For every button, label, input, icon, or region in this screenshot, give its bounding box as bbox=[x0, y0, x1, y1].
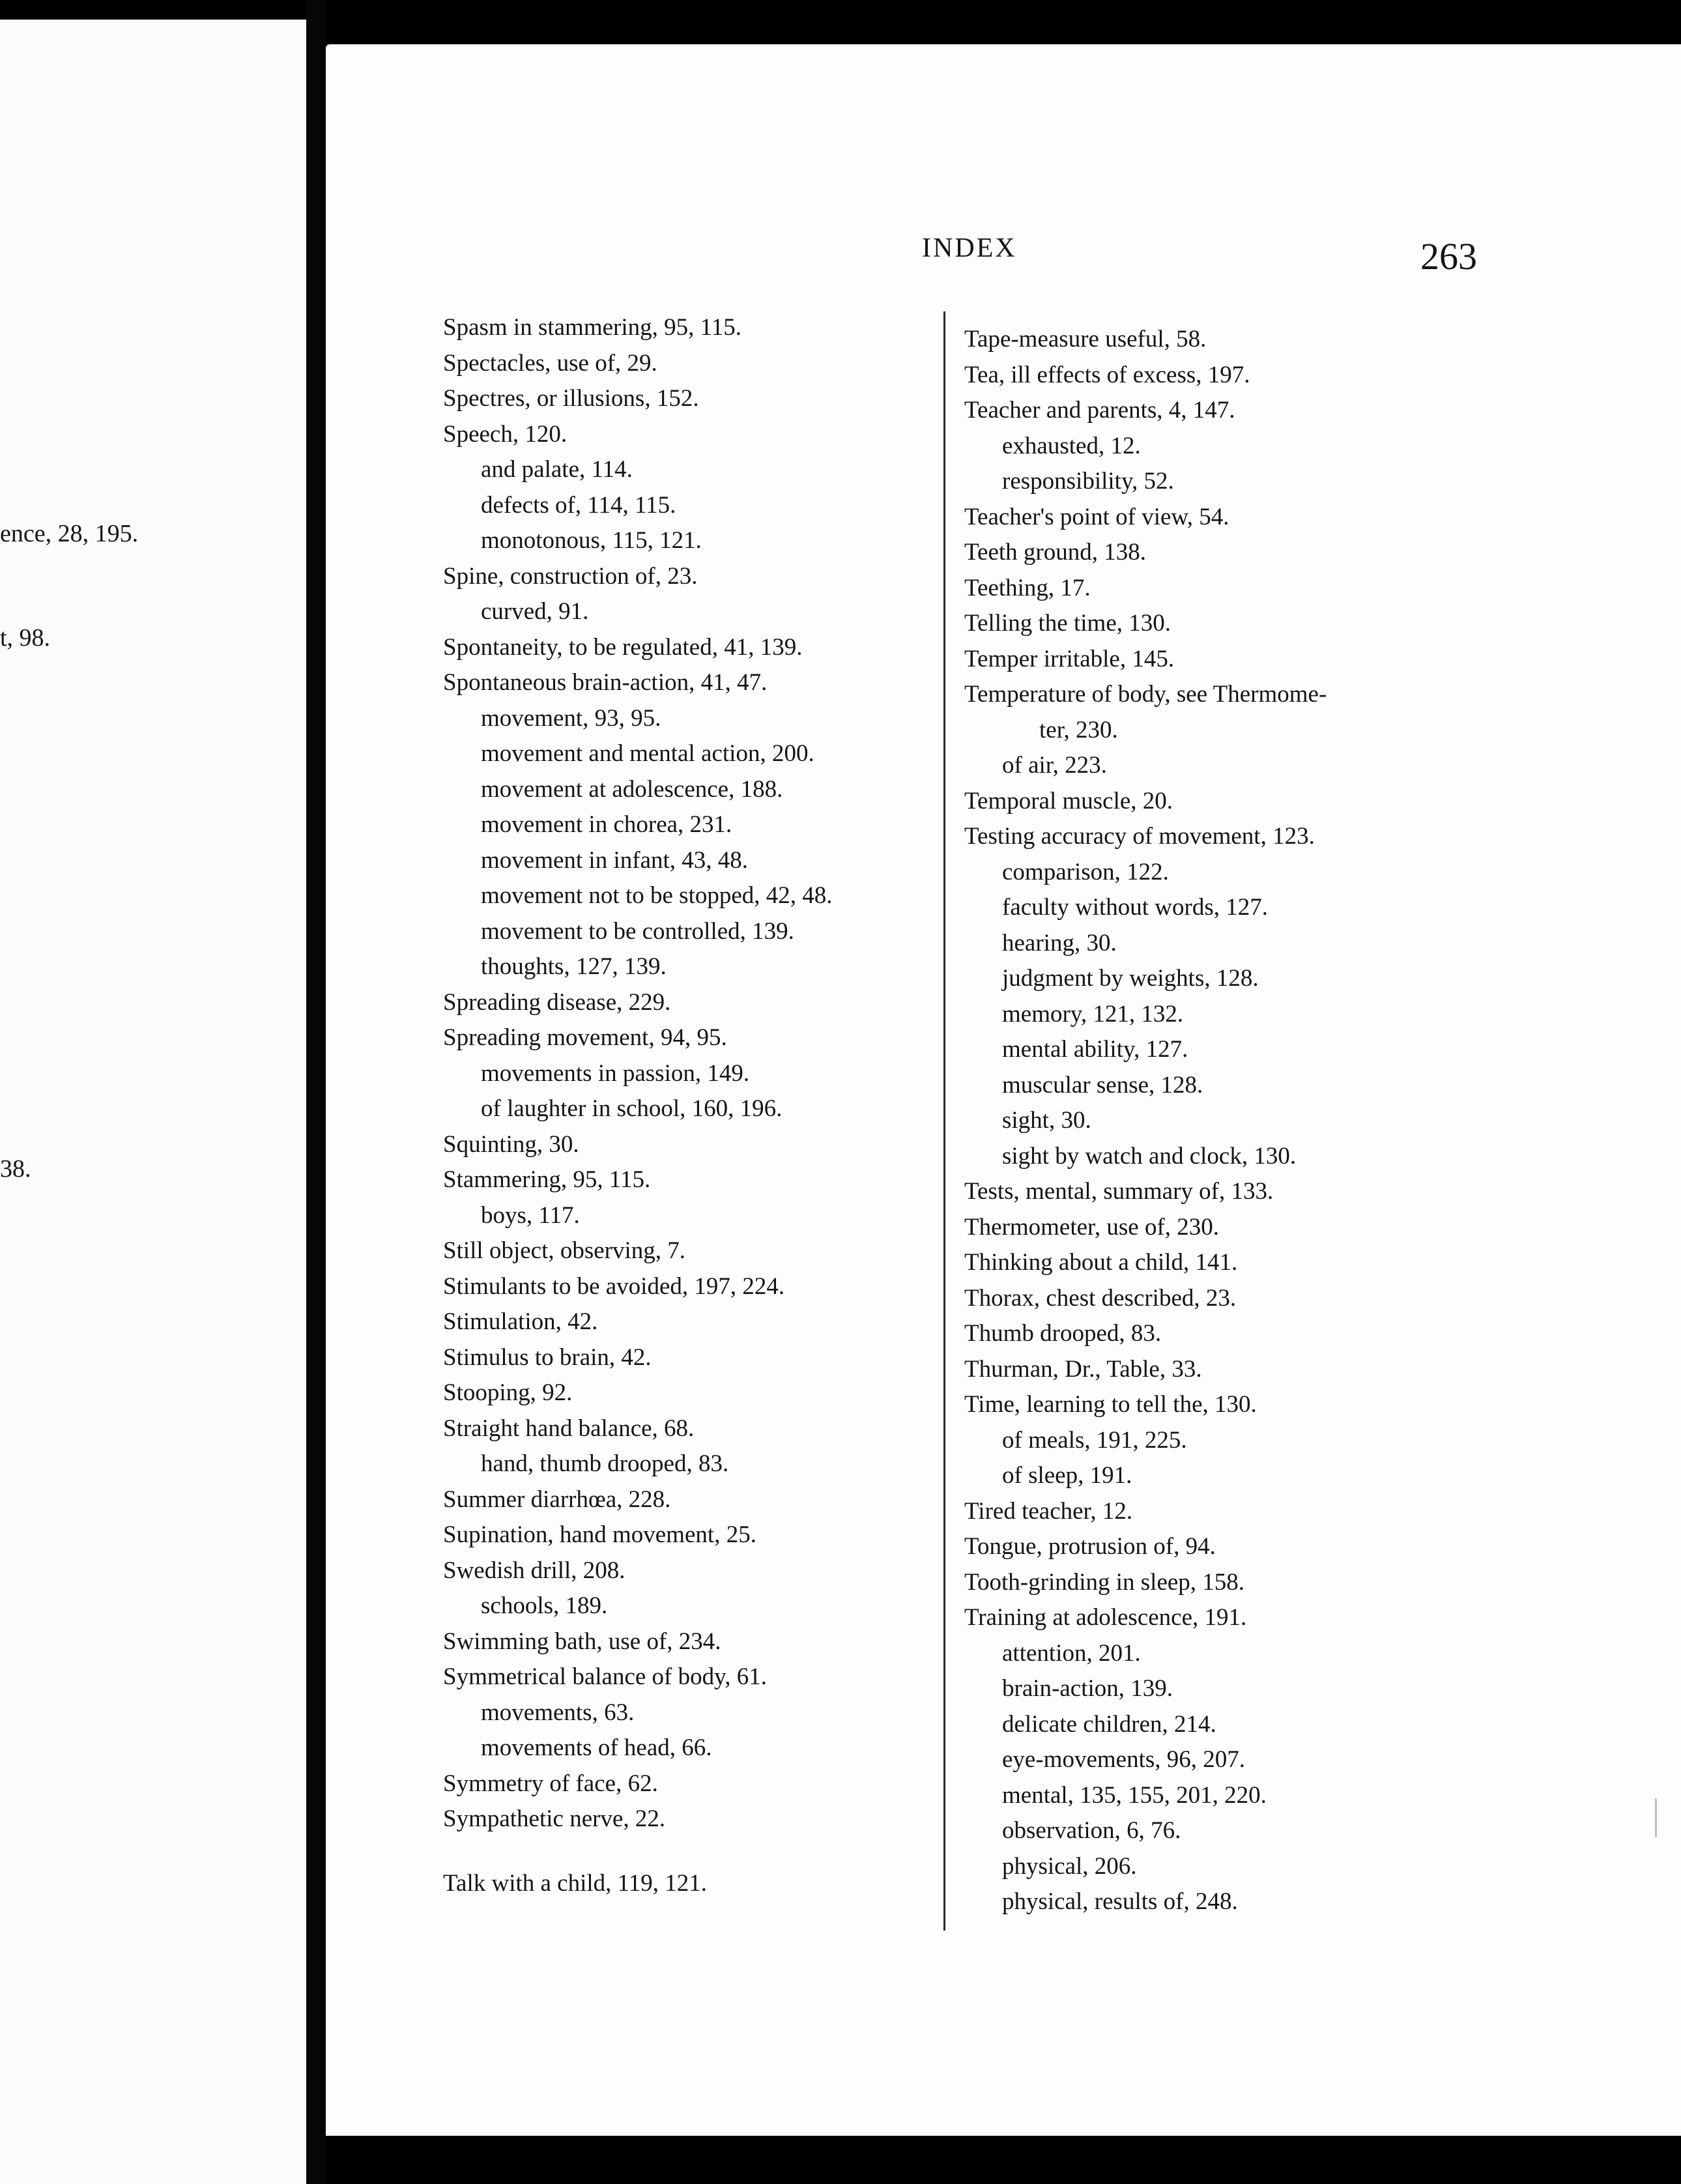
prev-page-fragment: ence, 28, 195. bbox=[0, 520, 139, 547]
index-entry: Thorax, chest described, 23. bbox=[964, 1284, 1237, 1312]
index-subentry: physical, results of, 248. bbox=[1002, 1888, 1238, 1915]
index-entry: Talk with a child, 119, 121. bbox=[443, 1869, 708, 1897]
prev-page-fragment: 38. bbox=[0, 1155, 31, 1183]
index-subentry: of laughter in school, 160, 196. bbox=[481, 1095, 783, 1122]
previous-page bbox=[0, 20, 306, 2184]
index-subentry: monotonous, 115, 121. bbox=[481, 527, 702, 554]
index-entry: Time, learning to tell the, 130. bbox=[964, 1391, 1257, 1418]
index-subentry: movements in passion, 149. bbox=[481, 1059, 750, 1087]
index-entry: Spontaneity, to be regulated, 41, 139. bbox=[443, 633, 803, 661]
index-entry: Speech, 120. bbox=[443, 420, 568, 448]
index-entry: Tea, ill effects of excess, 197. bbox=[964, 361, 1250, 388]
index-subentry: memory, 121, 132. bbox=[1002, 1000, 1184, 1027]
index-entry: Stooping, 92. bbox=[443, 1379, 573, 1406]
index-entry: Tongue, protrusion of, 94. bbox=[964, 1533, 1216, 1560]
index-subentry: movement not to be stopped, 42, 48. bbox=[481, 882, 833, 909]
index-entry: Summer diarrhœa, 228. bbox=[443, 1486, 671, 1513]
index-subentry: defects of, 114, 115. bbox=[481, 491, 676, 519]
index-entry: Tired teacher, 12. bbox=[964, 1497, 1133, 1525]
index-entry: Temperature of body, see Thermome- bbox=[964, 681, 1327, 708]
index-subentry: judgment by weights, 128. bbox=[1002, 965, 1259, 992]
index-entry: Teeth ground, 138. bbox=[964, 539, 1146, 566]
index-entry: Spine, construction of, 23. bbox=[443, 562, 698, 590]
index-subentry: responsibility, 52. bbox=[1002, 468, 1174, 495]
index-subentry: comparison, 122. bbox=[1002, 858, 1169, 885]
index-subentry: sight, 30. bbox=[1002, 1107, 1091, 1134]
page-edge-mark bbox=[1655, 1798, 1657, 1837]
index-subentry: muscular sense, 128. bbox=[1002, 1071, 1203, 1099]
index-subentry: boys, 117. bbox=[481, 1201, 580, 1229]
index-entry: Stimulus to brain, 42. bbox=[443, 1343, 652, 1371]
index-entry: Spectres, or illusions, 152. bbox=[443, 385, 699, 412]
index-subentry: faculty without words, 127. bbox=[1002, 894, 1268, 921]
index-subentry: of sleep, 191. bbox=[1002, 1462, 1132, 1489]
index-entry: Teacher and parents, 4, 147. bbox=[964, 397, 1235, 424]
index-entry: Swimming bath, use of, 234. bbox=[443, 1628, 721, 1655]
index-subentry: movement in chorea, 231. bbox=[481, 811, 732, 838]
index-entry: Sympathetic nerve, 22. bbox=[443, 1805, 666, 1832]
index-subentry: mental ability, 127. bbox=[1002, 1036, 1188, 1063]
prev-page-fragment: t, 98. bbox=[0, 624, 51, 652]
index-subentry: movements of head, 66. bbox=[481, 1734, 712, 1761]
index-entry: Tape-measure useful, 58. bbox=[964, 326, 1207, 352]
index-entry-continuation: ter, 230. bbox=[1039, 716, 1118, 743]
index-entry: Temper irritable, 145. bbox=[964, 645, 1175, 672]
index-entry: Stimulation, 42. bbox=[443, 1308, 598, 1335]
index-subentry: movement and mental action, 200. bbox=[481, 740, 814, 767]
index-subentry: exhausted, 12. bbox=[1002, 432, 1141, 459]
index-entry: Thumb drooped, 83. bbox=[964, 1320, 1162, 1347]
index-subentry: schools, 189. bbox=[481, 1592, 608, 1619]
index-entry: Spontaneous brain-action, 41, 47. bbox=[443, 669, 768, 696]
index-column-right bbox=[964, 322, 1486, 1920]
index-entry: Stammering, 95, 115. bbox=[443, 1166, 651, 1193]
index-entry: Training at adolescence, 191. bbox=[964, 1604, 1247, 1631]
index-entry: Straight hand balance, 68. bbox=[443, 1415, 695, 1442]
index-entry: Swedish drill, 208. bbox=[443, 1557, 625, 1584]
index-entry: Teething, 17. bbox=[964, 574, 1091, 601]
index-subentry: eye-movements, 96, 207. bbox=[1002, 1746, 1245, 1773]
page-title: INDEX bbox=[922, 233, 1017, 263]
index-subentry: of meals, 191, 225. bbox=[1002, 1426, 1187, 1454]
index-subentry: attention, 201. bbox=[1002, 1639, 1141, 1667]
index-entry: Tooth-grinding in sleep, 158. bbox=[964, 1568, 1245, 1596]
index-entry: Still object, observing, 7. bbox=[443, 1237, 686, 1264]
index-subentry: delicate children, 214. bbox=[1002, 1710, 1216, 1738]
index-entry: Temporal muscle, 20. bbox=[964, 787, 1173, 814]
index-entry: Supination, hand movement, 25. bbox=[443, 1521, 756, 1548]
index-subentry: and palate, 114. bbox=[481, 456, 633, 483]
index-entry: Symmetry of face, 62. bbox=[443, 1770, 658, 1797]
index-entry: Thermometer, use of, 230. bbox=[964, 1213, 1220, 1241]
index-subentry: brain-action, 139. bbox=[1002, 1675, 1173, 1702]
index-subentry: mental, 135, 155, 201, 220. bbox=[1002, 1781, 1267, 1809]
index-entry: Spasm in stammering, 95, 115. bbox=[443, 314, 742, 341]
index-entry: Tests, mental, summary of, 133. bbox=[964, 1178, 1274, 1205]
book-gutter bbox=[306, 0, 326, 2184]
index-subentry: hand, thumb drooped, 83. bbox=[481, 1450, 729, 1477]
column-divider bbox=[943, 311, 945, 1931]
index-entry: Squinting, 30. bbox=[443, 1130, 579, 1158]
index-column-left bbox=[443, 310, 964, 1901]
index-entry: Testing accuracy of movement, 123. bbox=[964, 823, 1315, 850]
index-subentry: observation, 6, 76. bbox=[1002, 1817, 1181, 1844]
index-entry: Spectacles, use of, 29. bbox=[443, 349, 657, 377]
index-entry: Thinking about a child, 141. bbox=[964, 1249, 1238, 1276]
index-entry: Spreading disease, 229. bbox=[443, 988, 671, 1016]
index-subentry: hearing, 30. bbox=[1002, 929, 1117, 956]
index-subentry: physical, 206. bbox=[1002, 1852, 1137, 1880]
index-entry: Spreading movement, 94, 95. bbox=[443, 1024, 727, 1051]
index-subentry: movement in infant, 43, 48. bbox=[481, 846, 749, 874]
index-subentry: movement, 93, 95. bbox=[481, 704, 661, 732]
index-subentry: movement at adolescence, 188. bbox=[481, 775, 783, 803]
index-entry: Symmetrical balance of body, 61. bbox=[443, 1663, 767, 1690]
index-entry: Telling the time, 130. bbox=[964, 610, 1171, 637]
index-entry: Stimulants to be avoided, 197, 224. bbox=[443, 1272, 785, 1300]
index-subentry: thoughts, 127, 139. bbox=[481, 953, 667, 980]
page-number: 263 bbox=[1420, 235, 1477, 278]
index-subentry: sight by watch and clock, 130. bbox=[1002, 1142, 1297, 1170]
index-entry: Thurman, Dr., Table, 33. bbox=[964, 1355, 1202, 1383]
index-subentry: curved, 91. bbox=[481, 598, 589, 625]
index-subentry: movements, 63. bbox=[481, 1699, 635, 1726]
index-subentry: of air, 223. bbox=[1002, 752, 1107, 779]
index-subentry: movement to be controlled, 139. bbox=[481, 917, 794, 945]
index-entry: Teacher's point of view, 54. bbox=[964, 503, 1229, 530]
